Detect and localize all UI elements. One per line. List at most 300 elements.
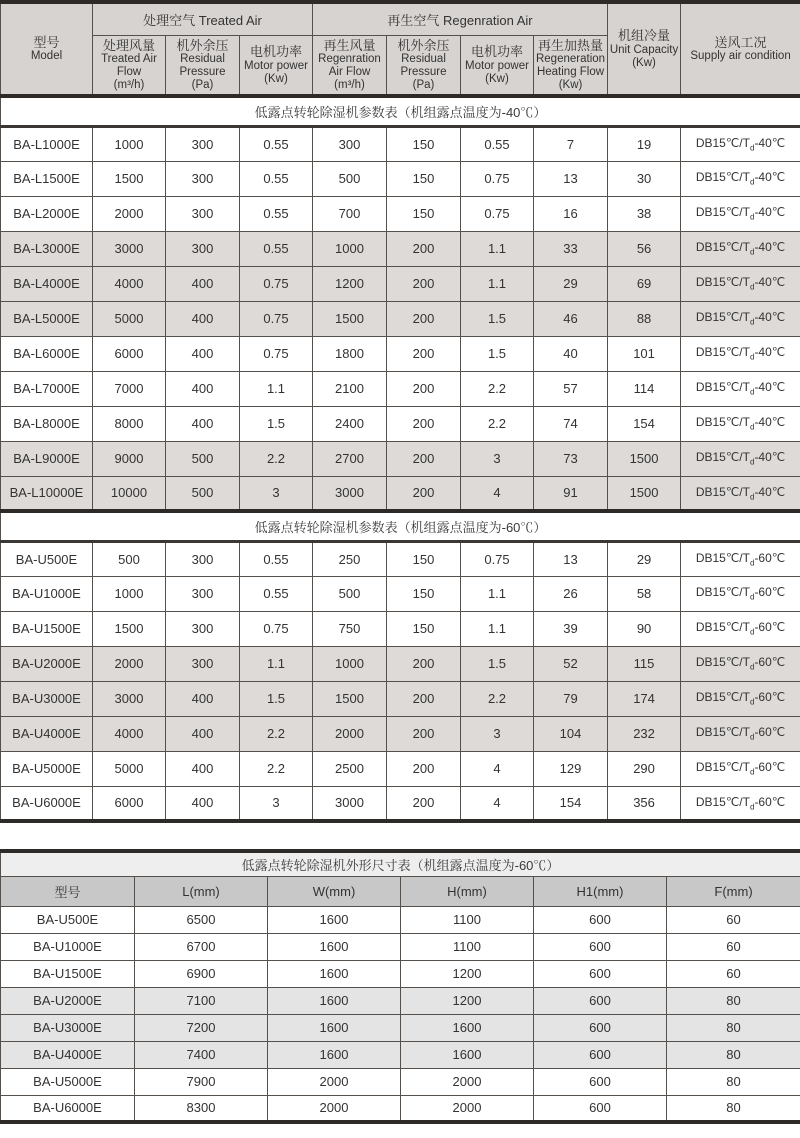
value-cell: 300 xyxy=(166,576,240,611)
section-gap xyxy=(0,823,800,849)
value-cell: 1.5 xyxy=(240,681,313,716)
value-cell: 1.5 xyxy=(240,406,313,441)
value-cell: 400 xyxy=(166,406,240,441)
value-cell: 58 xyxy=(608,576,681,611)
model-cell: BA-U1500E xyxy=(1,611,93,646)
spec-row xyxy=(1,786,800,821)
value-cell: 39 xyxy=(534,611,608,646)
header-regen-pressure-en: Residual Pressure xyxy=(400,53,447,79)
value-cell: 6000 xyxy=(93,336,166,371)
header-regen-motor-unit: (Kw) xyxy=(485,72,509,85)
value-cell: 290 xyxy=(608,751,681,786)
value-cell: 26 xyxy=(534,576,608,611)
value-cell: 0.75 xyxy=(240,301,313,336)
value-cell: 200 xyxy=(387,266,461,301)
value-cell: 0.55 xyxy=(240,161,313,196)
value-cell: 0.55 xyxy=(240,576,313,611)
supply-condition-cell: $DB15℃/T_d-60℃$ xyxy=(681,541,800,576)
spec-row xyxy=(1,301,800,336)
supply-condition-subscript: d xyxy=(749,697,755,707)
value-cell: 0.55 xyxy=(240,126,313,161)
value-cell: 500 xyxy=(166,476,240,511)
value-cell: 80 xyxy=(667,1095,800,1122)
header-regen-pressure xyxy=(387,35,461,96)
value-cell: 3 xyxy=(240,786,313,821)
value-cell: 29 xyxy=(608,541,681,576)
dim-header-cell-1: L(mm) xyxy=(135,876,268,906)
spec-row xyxy=(1,336,800,371)
value-cell: 30 xyxy=(608,161,681,196)
supply-condition-subscript: d xyxy=(749,592,755,602)
value-cell: 0.55 xyxy=(240,196,313,231)
value-cell: 1000 xyxy=(93,126,166,161)
value-cell: 200 xyxy=(387,336,461,371)
header-treated-pressure xyxy=(166,35,240,96)
value-cell: 8000 xyxy=(93,406,166,441)
value-cell: 3000 xyxy=(93,231,166,266)
value-cell: 200 xyxy=(387,371,461,406)
value-cell: 0.75 xyxy=(461,196,534,231)
supply-condition-subscript: d xyxy=(749,732,755,742)
header-model xyxy=(1,2,93,96)
model-cell: BA-U5000E xyxy=(1,1068,135,1095)
value-cell: 500 xyxy=(166,441,240,476)
value-cell: 1500 xyxy=(93,611,166,646)
value-cell: 79 xyxy=(534,681,608,716)
value-cell: 500 xyxy=(313,161,387,196)
model-cell: BA-U5000E xyxy=(1,751,93,786)
value-cell: 80 xyxy=(667,1068,800,1095)
model-cell: BA-L7000E xyxy=(1,371,93,406)
value-cell: 1.1 xyxy=(240,371,313,406)
supply-condition-subscript: d xyxy=(749,558,755,568)
value-cell: 150 xyxy=(387,161,461,196)
supply-condition-cell: $DB15℃/T_d-60℃$ xyxy=(681,611,800,646)
value-cell: 69 xyxy=(608,266,681,301)
value-cell: 200 xyxy=(387,441,461,476)
spec-row xyxy=(1,371,800,406)
value-cell: 1.1 xyxy=(461,611,534,646)
value-cell: 104 xyxy=(534,716,608,751)
model-cell: BA-U500E xyxy=(1,906,135,933)
model-cell: BA-U4000E xyxy=(1,716,93,751)
value-cell: 1600 xyxy=(268,1014,401,1041)
supply-condition-subscript: d xyxy=(749,767,755,777)
value-cell: 1.1 xyxy=(461,231,534,266)
spec-table-body xyxy=(1,96,800,821)
value-cell: 0.55 xyxy=(240,231,313,266)
value-cell: 4 xyxy=(461,751,534,786)
supply-condition-cell: $DB15℃/T_d-40℃$ xyxy=(681,266,800,301)
value-cell: 1800 xyxy=(313,336,387,371)
value-cell: 200 xyxy=(387,681,461,716)
value-cell: 2000 xyxy=(313,716,387,751)
model-cell: BA-L10000E xyxy=(1,476,93,511)
header-regen-heating-cn: 再生加热量 xyxy=(538,37,604,53)
supply-condition-subscript: d xyxy=(749,491,755,501)
header-regen-motor xyxy=(461,35,534,96)
value-cell: 1600 xyxy=(268,933,401,960)
header-regen-heating xyxy=(534,35,608,96)
header-model-en: Model xyxy=(30,50,63,63)
value-cell: 200 xyxy=(387,786,461,821)
supply-condition-cell: $DB15℃/T_d-60℃$ xyxy=(681,786,800,821)
value-cell: 200 xyxy=(387,406,461,441)
value-cell: 300 xyxy=(166,541,240,576)
value-cell: 2.2 xyxy=(240,716,313,751)
supply-condition-subscript: d xyxy=(749,627,755,637)
value-cell: 80 xyxy=(667,1041,800,1068)
header-model-cn: 型号 xyxy=(33,34,60,50)
value-cell: 2.2 xyxy=(240,441,313,476)
value-cell: 2700 xyxy=(313,441,387,476)
spec-row xyxy=(1,611,800,646)
value-cell: 600 xyxy=(534,906,667,933)
value-cell: 232 xyxy=(608,716,681,751)
value-cell: 300 xyxy=(166,161,240,196)
header-regen-air-group: 再生空气 Regenration Air xyxy=(313,2,608,35)
spec-row xyxy=(1,231,800,266)
section-title-row xyxy=(1,96,800,126)
spec-row xyxy=(1,716,800,751)
supply-condition-cell: $DB15℃/T_d-60℃$ xyxy=(681,646,800,681)
supply-condition-subscript: d xyxy=(749,177,755,187)
header-unit-capacity xyxy=(608,2,681,96)
value-cell: 500 xyxy=(93,541,166,576)
model-cell: BA-U2000E xyxy=(1,987,135,1014)
value-cell: 0.75 xyxy=(461,541,534,576)
value-cell: 29 xyxy=(534,266,608,301)
value-cell: 150 xyxy=(387,541,461,576)
model-cell: BA-U3000E xyxy=(1,681,93,716)
value-cell: 3 xyxy=(461,441,534,476)
section-title: 低露点转轮除湿机参数表（机组露点温度为-40℃） xyxy=(1,96,800,126)
value-cell: 600 xyxy=(534,1068,667,1095)
value-cell: 0.55 xyxy=(461,126,534,161)
value-cell: 200 xyxy=(387,301,461,336)
header-supply-air-cn: 送风工况 xyxy=(714,34,767,50)
spec-row xyxy=(1,161,800,196)
value-cell: 1.1 xyxy=(240,646,313,681)
value-cell: 400 xyxy=(166,371,240,406)
value-cell: 2000 xyxy=(93,646,166,681)
value-cell: 300 xyxy=(166,611,240,646)
model-cell: BA-U1000E xyxy=(1,576,93,611)
header-treated-air-group: 处理空气 Treated Air xyxy=(93,2,313,35)
value-cell: 80 xyxy=(667,987,800,1014)
header-treated-pressure-en: Residual Pressure xyxy=(179,53,226,79)
value-cell: 0.75 xyxy=(240,336,313,371)
header-regen-pressure-unit: (Pa) xyxy=(412,78,435,91)
value-cell: 1500 xyxy=(93,161,166,196)
model-cell: BA-U3000E xyxy=(1,1014,135,1041)
value-cell: 3 xyxy=(240,476,313,511)
value-cell: 2.2 xyxy=(461,371,534,406)
value-cell: 1.1 xyxy=(461,266,534,301)
value-cell: 115 xyxy=(608,646,681,681)
dim-header-cell-3: H(mm) xyxy=(401,876,534,906)
value-cell: 400 xyxy=(166,266,240,301)
header-regen-flow-cn: 再生风量 xyxy=(323,37,376,53)
model-cell: BA-U1000E xyxy=(1,933,135,960)
model-cell: BA-U6000E xyxy=(1,1095,135,1122)
spec-row xyxy=(1,441,800,476)
value-cell: 1500 xyxy=(608,441,681,476)
supply-condition-cell: $DB15℃/T_d-40℃$ xyxy=(681,441,800,476)
model-cell: BA-L8000E xyxy=(1,406,93,441)
value-cell: 154 xyxy=(608,406,681,441)
header-regen-motor-en: Motor power xyxy=(465,59,529,72)
supply-condition-subscript: d xyxy=(749,212,755,222)
value-cell: 1100 xyxy=(401,906,534,933)
value-cell: 40 xyxy=(534,336,608,371)
value-cell: 1600 xyxy=(268,1041,401,1068)
value-cell: 7 xyxy=(534,126,608,161)
value-cell: 600 xyxy=(534,1014,667,1041)
dimension-table-header xyxy=(1,851,800,906)
value-cell: 6700 xyxy=(135,933,268,960)
value-cell: 1.5 xyxy=(461,646,534,681)
dim-header-cell-5: F(mm) xyxy=(667,876,800,906)
supply-condition-cell: $DB15℃/T_d-40℃$ xyxy=(681,301,800,336)
value-cell: 600 xyxy=(534,933,667,960)
spec-row xyxy=(1,681,800,716)
model-cell: BA-L5000E xyxy=(1,301,93,336)
value-cell: 300 xyxy=(166,646,240,681)
value-cell: 1600 xyxy=(268,906,401,933)
value-cell: 6500 xyxy=(135,906,268,933)
value-cell: 6000 xyxy=(93,786,166,821)
supply-condition-cell: $DB15℃/T_d-40℃$ xyxy=(681,231,800,266)
header-regen-heating-en: Regeneration Heating Flow xyxy=(535,53,606,79)
value-cell: 57 xyxy=(534,371,608,406)
supply-condition-cell: $DB15℃/T_d-40℃$ xyxy=(681,196,800,231)
value-cell: 38 xyxy=(608,196,681,231)
model-cell: BA-L1500E xyxy=(1,161,93,196)
value-cell: 2.2 xyxy=(461,406,534,441)
value-cell: 2.2 xyxy=(461,681,534,716)
dimension-header-row xyxy=(1,876,800,906)
dimension-table-body xyxy=(1,906,800,1122)
model-cell: BA-L9000E xyxy=(1,441,93,476)
value-cell: 500 xyxy=(313,576,387,611)
value-cell: 1600 xyxy=(401,1041,534,1068)
value-cell: 60 xyxy=(667,906,800,933)
dimension-table xyxy=(0,849,800,1124)
dimension-row xyxy=(1,1095,800,1122)
value-cell: 1.1 xyxy=(461,576,534,611)
section-title-row xyxy=(1,511,800,541)
supply-condition-cell: $DB15℃/T_d-40℃$ xyxy=(681,336,800,371)
header-treated-motor-cn: 电机功率 xyxy=(249,44,302,60)
value-cell: 700 xyxy=(313,196,387,231)
value-cell: 1500 xyxy=(608,476,681,511)
value-cell: 2400 xyxy=(313,406,387,441)
value-cell: 1600 xyxy=(401,1014,534,1041)
header-regen-heating-unit: (Kw) xyxy=(558,78,583,91)
value-cell: 1.5 xyxy=(461,336,534,371)
value-cell: 52 xyxy=(534,646,608,681)
dimension-row xyxy=(1,987,800,1014)
model-cell: BA-U1500E xyxy=(1,960,135,987)
header-regen-flow-unit: (m³/h) xyxy=(334,78,365,91)
supply-condition-cell: $DB15℃/T_d-40℃$ xyxy=(681,126,800,161)
value-cell: 74 xyxy=(534,406,608,441)
model-cell: BA-L1000E xyxy=(1,126,93,161)
dimension-table-title: 低露点转轮除湿机外形尺寸表（机组露点温度为-60℃） xyxy=(1,851,800,876)
value-cell: 60 xyxy=(667,933,800,960)
value-cell: 1200 xyxy=(401,987,534,1014)
value-cell: 400 xyxy=(166,786,240,821)
model-cell: BA-U500E xyxy=(1,541,93,576)
value-cell: 150 xyxy=(387,196,461,231)
value-cell: 3000 xyxy=(93,681,166,716)
value-cell: 400 xyxy=(166,751,240,786)
value-cell: 0.75 xyxy=(240,611,313,646)
spec-row xyxy=(1,476,800,511)
supply-condition-subscript: d xyxy=(749,143,755,153)
value-cell: 7000 xyxy=(93,371,166,406)
value-cell: 7100 xyxy=(135,987,268,1014)
value-cell: 300 xyxy=(166,196,240,231)
model-cell: BA-L3000E xyxy=(1,231,93,266)
dimension-row xyxy=(1,1041,800,1068)
header-unit-capacity-unit: (Kw) xyxy=(632,56,656,69)
header-treated-motor-unit: (Kw) xyxy=(264,72,288,85)
header-supply-air xyxy=(681,2,800,96)
value-cell: 1000 xyxy=(313,231,387,266)
value-cell: 46 xyxy=(534,301,608,336)
value-cell: 60 xyxy=(667,960,800,987)
supply-condition-cell: $DB15℃/T_d-40℃$ xyxy=(681,476,800,511)
spec-row xyxy=(1,196,800,231)
dimension-row xyxy=(1,933,800,960)
value-cell: 2000 xyxy=(93,196,166,231)
value-cell: 400 xyxy=(166,681,240,716)
supply-condition-cell: $DB15℃/T_d-60℃$ xyxy=(681,751,800,786)
header-treated-flow-cn: 处理风量 xyxy=(102,37,155,53)
header-treated-flow-en: Treated Air Flow xyxy=(101,53,157,79)
value-cell: 356 xyxy=(608,786,681,821)
value-cell: 750 xyxy=(313,611,387,646)
value-cell: 9000 xyxy=(93,441,166,476)
value-cell: 7400 xyxy=(135,1041,268,1068)
header-treated-motor xyxy=(240,35,313,96)
value-cell: 300 xyxy=(166,126,240,161)
header-unit-capacity-en: Unit Capacity xyxy=(609,43,679,56)
model-cell: BA-L4000E xyxy=(1,266,93,301)
value-cell: 174 xyxy=(608,681,681,716)
value-cell: 4 xyxy=(461,476,534,511)
header-regen-motor-cn: 电机功率 xyxy=(470,44,523,60)
value-cell: 150 xyxy=(387,611,461,646)
value-cell: 1200 xyxy=(313,266,387,301)
supply-condition-cell: $DB15℃/T_d-60℃$ xyxy=(681,716,800,751)
value-cell: 114 xyxy=(608,371,681,406)
spec-table-header xyxy=(1,2,800,96)
value-cell: 200 xyxy=(387,231,461,266)
value-cell: 2000 xyxy=(401,1068,534,1095)
value-cell: 19 xyxy=(608,126,681,161)
header-treated-flow-unit: (m³/h) xyxy=(113,78,145,91)
value-cell: 73 xyxy=(534,441,608,476)
value-cell: 300 xyxy=(313,126,387,161)
header-supply-air-en: Supply air condition xyxy=(690,50,791,63)
value-cell: 150 xyxy=(387,126,461,161)
model-cell: BA-L2000E xyxy=(1,196,93,231)
model-cell: BA-U2000E xyxy=(1,646,93,681)
value-cell: 154 xyxy=(534,786,608,821)
value-cell: 400 xyxy=(166,336,240,371)
value-cell: 3 xyxy=(461,716,534,751)
header-treated-pressure-unit: (Pa) xyxy=(191,78,214,91)
value-cell: 0.75 xyxy=(461,161,534,196)
value-cell: 8300 xyxy=(135,1095,268,1122)
value-cell: 600 xyxy=(534,1041,667,1068)
spec-row xyxy=(1,576,800,611)
supply-condition-subscript: d xyxy=(749,317,755,327)
value-cell: 600 xyxy=(534,987,667,1014)
value-cell: 1.5 xyxy=(461,301,534,336)
supply-condition-cell: $DB15℃/T_d-40℃$ xyxy=(681,161,800,196)
value-cell: 13 xyxy=(534,161,608,196)
value-cell: 10000 xyxy=(93,476,166,511)
supply-condition-subscript: d xyxy=(749,457,755,467)
dim-header-cell-0: 型号 xyxy=(1,876,135,906)
section-title: 低露点转轮除湿机参数表（机组露点温度为-60℃） xyxy=(1,511,800,541)
supply-condition-cell: $DB15℃/T_d-60℃$ xyxy=(681,681,800,716)
header-regen-flow xyxy=(313,35,387,96)
value-cell: 300 xyxy=(166,231,240,266)
value-cell: 400 xyxy=(166,716,240,751)
spec-row xyxy=(1,751,800,786)
value-cell: 4000 xyxy=(93,266,166,301)
supply-condition-subscript: d xyxy=(749,801,755,811)
model-cell: BA-U4000E xyxy=(1,1041,135,1068)
value-cell: 200 xyxy=(387,476,461,511)
value-cell: 3000 xyxy=(313,476,387,511)
dim-header-cell-2: W(mm) xyxy=(268,876,401,906)
value-cell: 1600 xyxy=(268,960,401,987)
value-cell: 2.2 xyxy=(240,751,313,786)
header-treated-pressure-cn: 机外余压 xyxy=(176,37,229,53)
model-cell: BA-U6000E xyxy=(1,786,93,821)
header-unit-capacity-cn: 机组冷量 xyxy=(618,28,671,44)
value-cell: 88 xyxy=(608,301,681,336)
value-cell: 1600 xyxy=(268,987,401,1014)
value-cell: 2000 xyxy=(268,1095,401,1122)
value-cell: 2000 xyxy=(268,1068,401,1095)
value-cell: 1000 xyxy=(313,646,387,681)
supply-condition-subscript: d xyxy=(749,352,755,362)
value-cell: 2500 xyxy=(313,751,387,786)
spec-row xyxy=(1,646,800,681)
value-cell: 80 xyxy=(667,1014,800,1041)
supply-condition-subscript: d xyxy=(749,387,755,397)
value-cell: 150 xyxy=(387,576,461,611)
value-cell: 3000 xyxy=(313,786,387,821)
value-cell: 56 xyxy=(608,231,681,266)
header-regen-flow-en: Regenration Air Flow xyxy=(318,53,381,79)
value-cell: 1500 xyxy=(313,681,387,716)
value-cell: 250 xyxy=(313,541,387,576)
spec-row xyxy=(1,126,800,161)
spec-row xyxy=(1,266,800,301)
value-cell: 200 xyxy=(387,646,461,681)
value-cell: 33 xyxy=(534,231,608,266)
header-treated-motor-en: Motor power xyxy=(244,59,308,72)
value-cell: 7900 xyxy=(135,1068,268,1095)
